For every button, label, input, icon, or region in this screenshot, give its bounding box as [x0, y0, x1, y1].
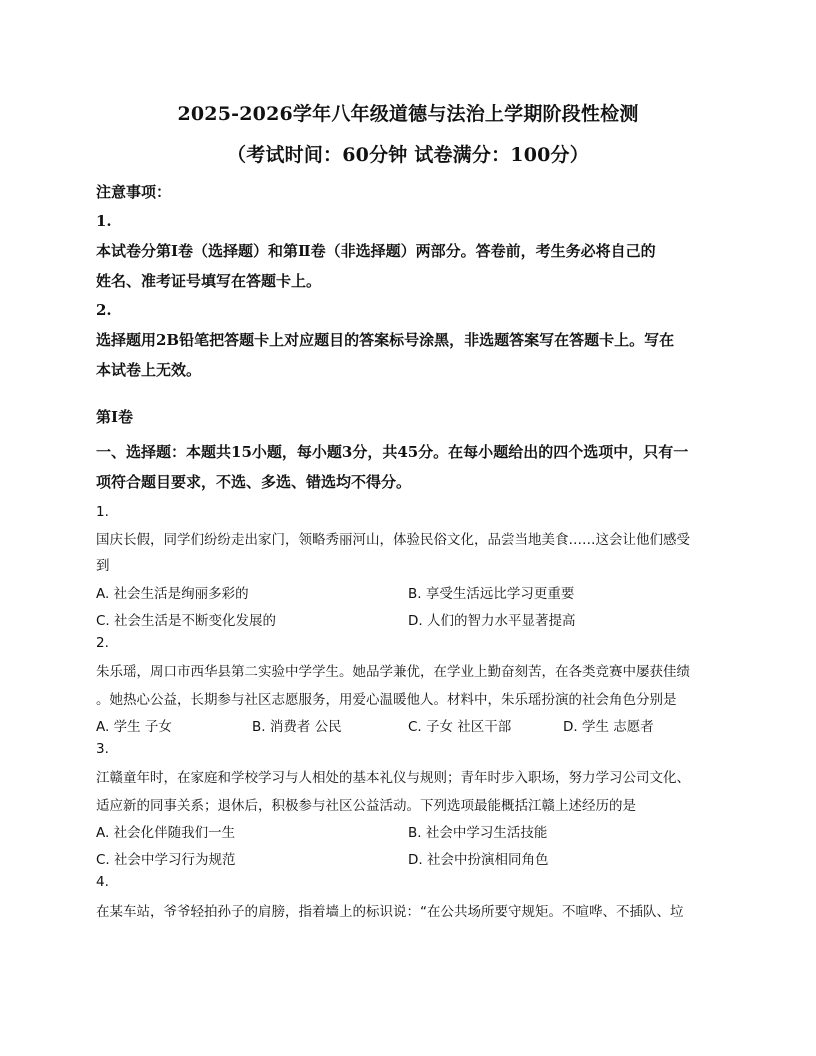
question-2-option-c: C. 子女 社区干部	[408, 719, 512, 735]
question-3-option-b: B. 社会中学习生活技能	[408, 825, 548, 841]
question-2-option-d: D. 学生 志愿者	[563, 719, 654, 735]
question-3-option-d: D. 社会中扮演相同角色	[408, 852, 549, 868]
note-2-line-2: 本试卷上无效。	[96, 361, 202, 379]
question-1-option-c: C. 社会生活是不断变化发展的	[96, 613, 277, 629]
question-1-option-b: B. 享受生活远比学习更重要	[408, 586, 575, 602]
question-3-option-c: C. 社会中学习行为规范	[96, 852, 236, 868]
question-4-number: 4.	[96, 874, 109, 890]
question-2-option-a: A. 学生 子女	[96, 719, 172, 735]
question-3-stem-line-2: 适应新的同事关系；退休后，积极参与社区公益活动。下列选项最能概括江赣上述经历的是	[96, 798, 636, 814]
question-1-number: 1.	[96, 504, 109, 520]
question-1-option-a: A. 社会生活是绚丽多彩的	[96, 586, 249, 602]
question-1-option-d: D. 人们的智力水平显著提高	[408, 613, 576, 629]
section-heading: 第Ⅰ卷	[96, 408, 134, 426]
section-intro-line-1: 一、选择题：本题共15小题，每小题3分，共45分。在每小题给出的四个选项中，只有一	[96, 443, 689, 461]
exam-title: 2025-2026学年八年级道德与法治上学期阶段性检测	[177, 103, 639, 125]
question-3-option-a: A. 社会化伴随我们一生	[96, 825, 236, 841]
note-1-line-1: 本试卷分第Ⅰ卷（选择题）和第Ⅱ卷（非选择题）两部分。答卷前，考生务必将自己的	[96, 242, 656, 260]
question-2-stem-line-2: 。她热心公益，长期参与社区志愿服务，用爱心温暖他人。材料中，朱乐瑶扮演的社会角色分别是	[96, 692, 677, 708]
question-2-stem-line-1: 朱乐瑶，周口市西华县第二实验中学学生。她品学兼优，在学业上勤奋刻苦，在各类竞赛中屡获佳绩	[96, 664, 690, 680]
note-2-number: 2.	[96, 301, 112, 319]
question-4-stem-line-1: 在某车站，爷爷轻拍孙子的肩膀，指着墙上的标识说：“在公共场所要守规矩。不喧哗、不插队、垃	[96, 904, 684, 920]
question-2-option-b: B. 消费者 公民	[252, 719, 342, 735]
note-2-line-1: 选择题用2B铅笔把答题卡上对应题目的答案标号涂黑，非选题答案写在答题卡上。写在	[96, 331, 675, 349]
exam-subtitle: （考试时间：60分钟 试卷满分：100分）	[227, 144, 589, 166]
question-2-number: 2.	[96, 635, 109, 651]
section-intro-line-2: 项符合题目要求，不选、多选、错选均不得分。	[96, 473, 412, 491]
question-1-stem-line-2: 到	[96, 558, 110, 574]
question-3-stem-line-1: 江赣童年时，在家庭和学校学习与人相处的基本礼仪与规则；青年时步入职场，努力学习公司文化、	[96, 770, 690, 786]
notes-heading: 注意事项：	[96, 183, 172, 201]
question-1-stem-line-1: 国庆长假，同学们纷纷走出家门，领略秀丽河山，体验民俗文化，品尝当地美食……这会让他们感受	[96, 532, 690, 548]
note-1-number: 1.	[96, 212, 112, 230]
question-3-number: 3.	[96, 741, 109, 757]
note-1-line-2: 姓名、准考证号填写在答题卡上。	[96, 272, 322, 290]
